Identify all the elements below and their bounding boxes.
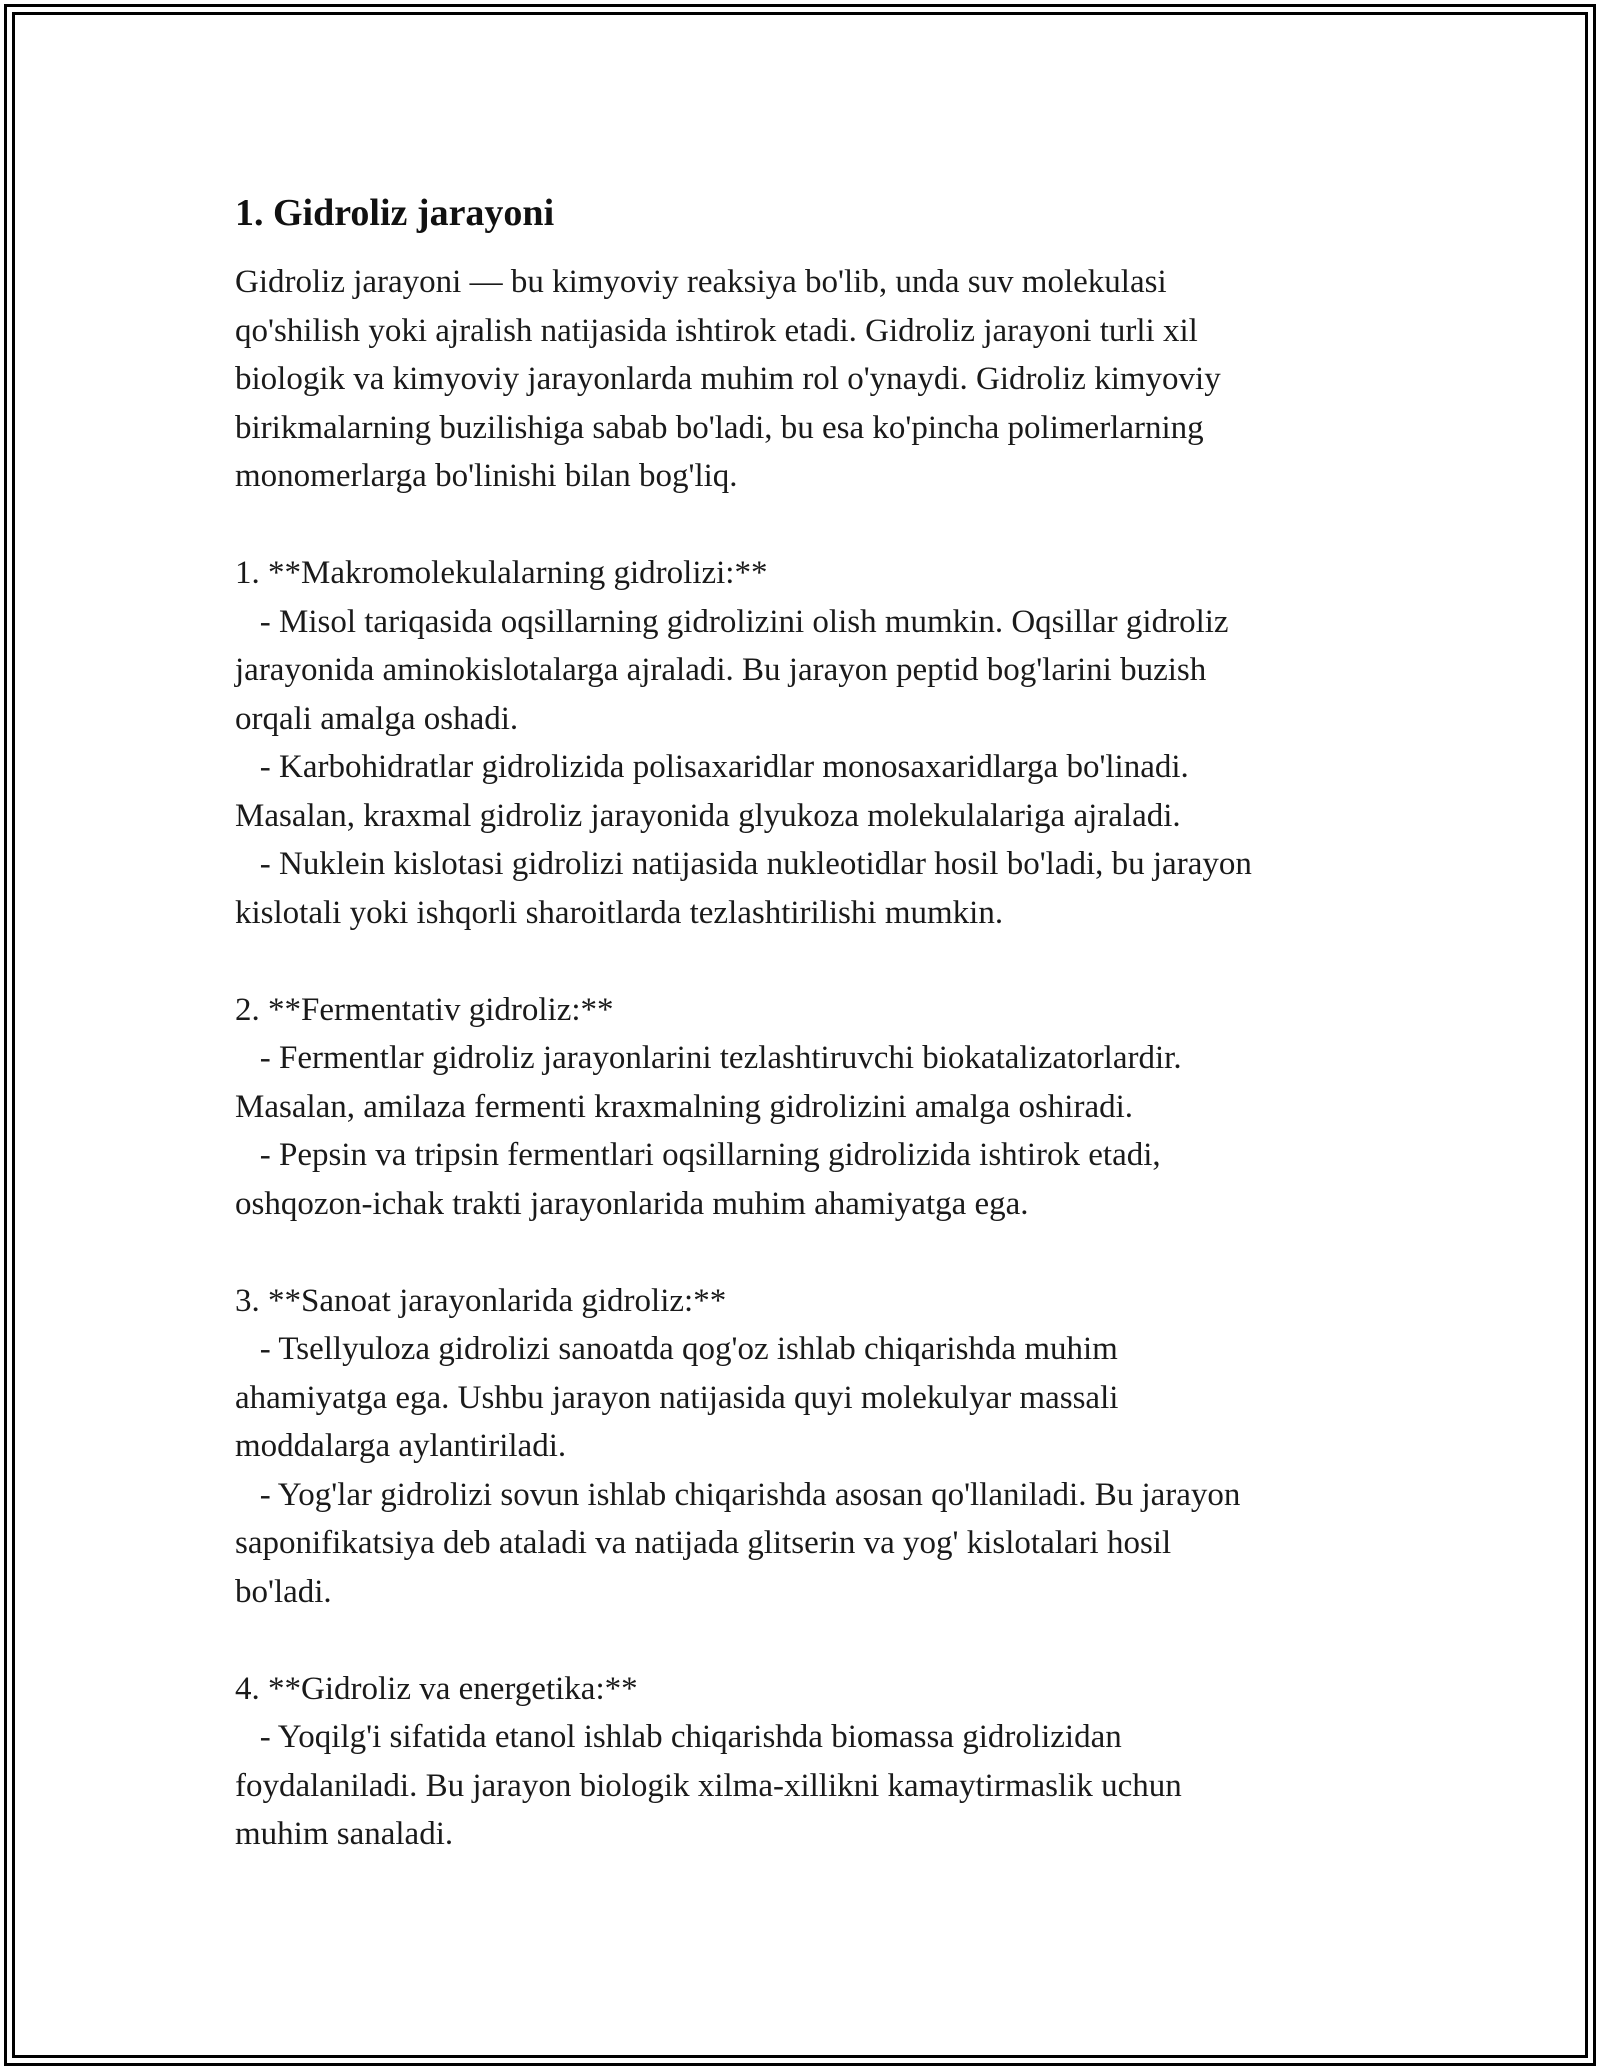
document-body: Gidroliz jarayoni — bu kimyoviy reaksiya bo'lib, unda suv molekulasi qo'shilish yoki ajralish natijasida ishtirok etadi. Gidroliz jarayoni turli xil biologik va kimyoviy jarayonlarda muhim rol o'ynaydi. Gidroliz kimyoviy birikmalarning buzilishiga sabab bo'ladi, bu esa ko'pincha polimerlarning monomerlarga bo'linishi bilan bog'liq. 1. **Makromolekulalarning gidrolizi:** - Misol tariqasida oqsillarning gidrolizini olish mumkin. Oqsillar gidroliz jarayonida aminokislotalarga ajraladi. Bu jarayon peptid bog'larini buzish orqali amalga oshadi. - Karbohidratlar gidrolizida polisaxaridlar monosaxaridlarga bo'linadi. Masalan, kraxmal gidroliz jarayonida glyukoza molekulalariga ajraladi. - Nuklein kislotasi gidrolizi natijasida nukleotidlar hosil bo'ladi, bu jarayon kislotali yoki ishqorli sharoitlarda tezlashtirilishi mumkin. 2. **Fermentativ gidroliz:** - Fermentlar gidroliz jarayonlarini tezlashtiruvchi biokatalizatorlardir. Masalan, amilaza fermenti kraxmalning gidrolizini amalga oshiradi. - Pepsin va tripsin fermentlari oqsillarning gidrolizida ishtirok etadi, oshqozon-ichak trakti jarayonlarida muhim ahamiyatga ega. 3. **Sanoat jarayonlarida gidroliz:** - Tsellyuloza gidrolizi sanoatda qog'oz ishlab chiqarishda muhim ahamiyatga ega. Ushbu jarayon natijasida quyi molekulyar massali moddalarga aylantiriladi. - Yog'lar gidrolizi sovun ishlab chiqarishda asosan qo'llaniladi. Bu jarayon saponifikatsiya deb ataladi va natijada glitserin va yog' kislotalari hosil bo'ladi. 4. **Gidroliz va energetika:** - Yoqilg'i sifatida etanol ishlab chiqarishda biomassa gidrolizidan foydalaniladi. Bu jarayon biologik xilma-xillikni kamaytirmaslik uchun muhim sanaladi. xyxy=(235,264,1252,1852)
document-title: 1. Gidroliz jarayoni xyxy=(235,192,555,234)
document-content xyxy=(235,188,1395,1859)
